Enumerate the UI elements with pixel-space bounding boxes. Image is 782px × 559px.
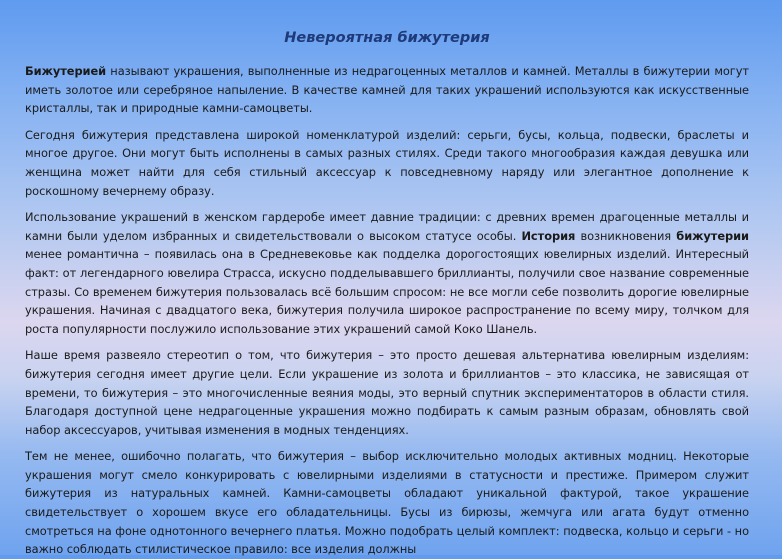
paragraph-3-text-c: возникновения [575,228,677,243]
paragraph-1-text: называют украшения, выполненные из недрагоценных металлов и камней. Металлы в бижутерии могут иметь золотое или серебряное напыление. В качестве камней для таких украшений используются как искусственные кристаллы, так и природные камни-самоцветы. [25,64,749,116]
document-page [25,0,749,555]
bold-term-bijouterie-2: бижутерии [676,228,749,243]
bold-term-history: История [521,228,576,243]
paragraph-3-text-d: менее романтична – появилась она в Средневековье как подделка дорогостоящих ювелирных изделий. Интересный факт: от легендарного ювелира Страсса, искусно подделывавшего бриллианты, получили свое название современные стразы. Со временем бижутерия пользовалась всё большим спросом: не все могли себе позволить дорогие ювелирные украшения. Начиная с двадцатого века, бижутерия получила широкое распространение по всему миру, толчком для роста популярности послужило использование этих украшений самой Коко Шанель. [25,247,749,336]
paragraph-5: Тем не менее, ошибочно полагать, что бижутерия – выбор исключительно молодых активных модниц. Некоторые украшения могут смело конкурировать с ювелирными изделиями в статусности и престиже. Примером служит бижутерия из натуральных камней. Камни-самоцветы обладают уникальной фактурой, такое украшение свидетельствует о хорошем вкусе его обладательницы. Бусы из бирюзы, жемчуга или агата будут отменно смотреться на фоне однотонного вечернего платья. Можно подобрать целый комплект: подвеска, кольцо и серьги - но важно соблюдать стилистическое правило: все изделия должны [25,449,749,557]
paragraph-1 [25,62,749,118]
paragraph-3 [25,208,749,338]
paragraph-4: Наше время развеяло стереотип о том, что бижутерия – это просто дешевая альтернатива ювелирным изделиям: бижутерия сегодня имеет другие цели. Если украшение из золота и бриллиантов – это классика, не зависящая от времени, то бижутерия – это многочисленные веяния моды, это верный спутник экспериментаторов в области стиля. Благодаря доступной цене недрагоценные украшения можно подбирать к самым разным образам, обновлять свой набор аксессуаров, учитывая изменения в модных тенденциях. [25,348,749,437]
bold-term-bijouterie: Бижутерией [25,64,107,78]
page-title: Невероятная бижутерия [284,30,490,46]
paragraph-3-text-a: Использование украшений в женском гардеробе имеет давние традиции: с древних времен драгоценные металлы и камни были уделом избранных и свидетельствовали о высоком статусе особы. [25,210,749,243]
paragraph-2: Сегодня бижутерия представлена широкой номенклатурой изделий: серьги, бусы, кольца, подвески, браслеты и многое другое. Они могут быть исполнены в самых разных стилях. Среди такого многообразия каждая девушка или женщина может найти для себя стильный аксессуар к повседневному наряду или элегантное дополнение к роскошному вечернему образу. [25,127,749,198]
